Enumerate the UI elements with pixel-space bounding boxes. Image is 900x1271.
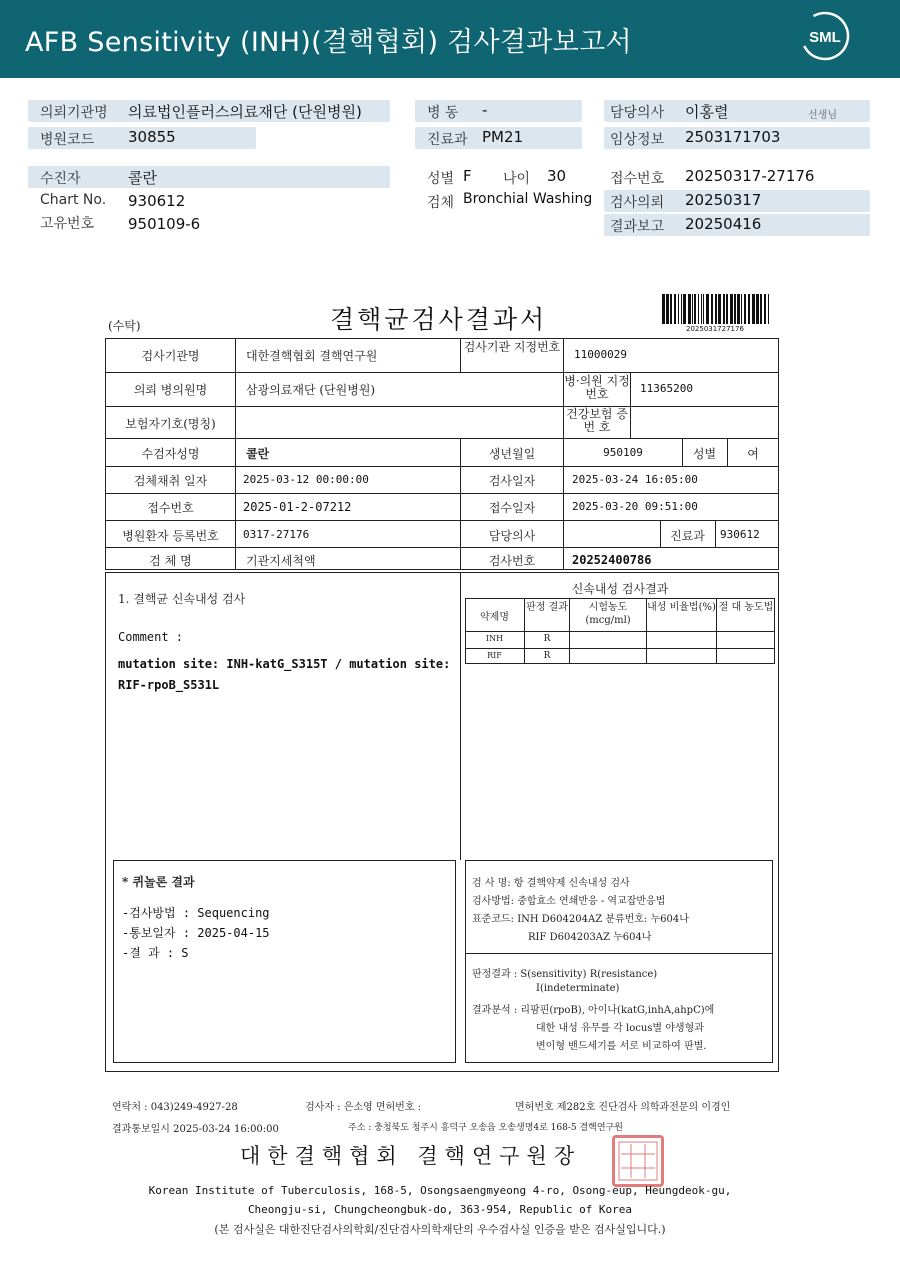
barcode-text: 2025031727176 [686, 325, 744, 333]
unique-value: 950109-6 [128, 215, 201, 233]
barcode-bar [692, 294, 693, 324]
specimen-name-value: 기관지세척액 [246, 554, 316, 568]
barcode-bar [723, 294, 725, 324]
unique-label: 고유번호 [40, 216, 95, 232]
report-date-label: 결과보고 [610, 219, 665, 235]
barcode-bar [703, 294, 704, 324]
req-hospital-value: 삼광의료재단 (단원병원) [246, 383, 376, 397]
method-line-1: 검 사 명: 항 결핵약제 신속내성 검사 [472, 878, 630, 889]
quinolone-notify: -통보일자 : 2025-04-15 [122, 926, 270, 940]
barcode-bar [678, 294, 679, 324]
footer-english-2: Cheongju-si, Chungcheongbuk-do, 363-954, Republic of Korea [247, 1203, 633, 1216]
comment-line-2: RIF-rpoB_S531L [118, 678, 220, 692]
hospital-code-value: 30855 [128, 128, 176, 146]
reg-no-label: 병원환자 등록번호 [122, 529, 219, 543]
institution-value: 의료법인플러스의료재단 (단원병원) [128, 103, 362, 121]
footer-english-1: Korean Institute of Tuberculosis, 168-5, Osongsaengmyeong 4-ro, Osong-eup, Heungdeok-gu, [148, 1184, 732, 1197]
barcode-bar [688, 294, 691, 324]
physician-label: 담당의사 [488, 529, 536, 543]
chart-label: Chart No. [40, 192, 107, 208]
method-line-2: 검사방법: 중합효소 연쇄반응 - 역교잡반응법 [472, 896, 666, 907]
accept-date-label: 접수일자 [488, 501, 536, 515]
barcode-bar [681, 294, 682, 324]
age-label: 나이 [503, 171, 531, 187]
specimen-name-label: 검 체 명 [149, 554, 192, 568]
barcode-bar [734, 294, 736, 324]
quinolone-result: -결 과 : S [122, 946, 189, 960]
test-no-value: 20252400786 [572, 553, 652, 567]
footer-examiner: 검사자 : 은소영 면허번호 : [305, 1102, 422, 1113]
table-row-inh-result: R [543, 634, 551, 644]
barcode-bar [706, 294, 709, 324]
clinic-label: 진료과 [670, 529, 705, 543]
barcode-bar [718, 294, 721, 324]
patient-label: 수진자 [40, 171, 81, 187]
table-row-rif-drug: RIF [487, 651, 502, 660]
receipt-value: 20250317-27176 [685, 167, 815, 185]
birth-value: 950109 [603, 446, 643, 459]
document-title: 결핵균검사결과서 [330, 305, 548, 334]
sex-label: 성별 [427, 171, 455, 187]
specimen-value: Bronchial Washing [463, 191, 593, 207]
footer-org: 대한결핵협회 결핵연구원장 [240, 1144, 582, 1168]
barcode-bar [701, 294, 702, 324]
test-no-label: 검사번호 [488, 554, 536, 568]
subject-value: 콜란 [246, 447, 270, 461]
barcode-bar [711, 294, 713, 324]
chart-value: 930612 [128, 192, 186, 210]
barcode-bar [748, 294, 750, 324]
th-drug: 약제명 [480, 612, 509, 623]
barcode-bar [741, 294, 742, 324]
footer-license: 면허번호 제282호 진단검사 의학과전문의 이경인 [515, 1102, 731, 1113]
table-row-inh-drug: INH [485, 634, 504, 643]
barcode-bar [768, 294, 769, 324]
footer-notify: 결과통보일시 2025-03-24 16:00:00 [112, 1124, 279, 1135]
clinical-value: 2503171703 [685, 128, 781, 146]
collect-value: 2025-03-12 00:00:00 [243, 473, 369, 486]
sml-logo [800, 11, 850, 61]
barcode-bar [744, 294, 746, 324]
hosp-designated-value: 11365200 [640, 382, 693, 395]
consign-label: (수탁) [108, 319, 141, 333]
barcode-bar [737, 294, 740, 324]
institution-label: 의뢰기관명 [40, 105, 108, 121]
req-hospital-label: 의뢰 병의원명 [133, 383, 208, 397]
th-proportion: 내성 비율법(%) [647, 602, 716, 613]
dept-value: PM21 [482, 128, 524, 146]
ward-label: 병 동 [427, 105, 459, 121]
doctor-value: 이홍렬 [685, 103, 729, 121]
subject-label: 수검자성명 [141, 447, 200, 461]
quinolone-box [113, 860, 456, 1063]
barcode-bar [698, 294, 699, 324]
insured-label: 보험자기호(명칭) [125, 417, 216, 431]
lab-name-value: 대한결핵협회 결핵연구원 [246, 349, 378, 363]
collect-label: 검체채취 일자 [133, 474, 208, 488]
birth-label: 생년월일 [488, 447, 536, 461]
accept-date-value: 2025-03-20 09:51:00 [572, 500, 698, 513]
barcode-bar [670, 294, 672, 324]
doctor-suffix: 선생님 [808, 110, 837, 121]
dept-label: 진료과 [427, 132, 468, 148]
hosp-designated-label: 병·의원 지정번호 [564, 374, 630, 401]
test-date-value: 2025-03-24 16:05:00 [572, 473, 698, 486]
gender-label: 성별 [692, 447, 717, 461]
hospital-code-label: 병원코드 [40, 132, 95, 148]
barcode-bar [674, 294, 676, 324]
footer-certification: (본 검사실은 대한진단검사의학회/진단검사의학재단의 우수검사실 인증을 받은 검사실입니다.) [214, 1223, 666, 1236]
report-date-value: 20250416 [685, 215, 762, 233]
clinic-value: 930612 [720, 528, 760, 541]
footer-address: 주소 : 충청북도 청주시 흥덕구 오송읍 오송생명4로 168-5 결핵연구원 [348, 1123, 623, 1133]
clinical-label: 임상정보 [610, 132, 665, 148]
official-seal [612, 1135, 664, 1187]
test-date-label: 검사일자 [488, 474, 536, 488]
section-title: 1. 결핵균 신속내성 검사 [118, 592, 246, 606]
age-value: 30 [547, 167, 567, 185]
request-label: 검사의뢰 [610, 195, 665, 211]
footer-contact: 연락처 : 043)249-4927-28 [112, 1102, 238, 1113]
lab-name-label: 검사기관명 [141, 349, 200, 363]
specimen-label: 검체 [427, 195, 455, 211]
barcode-bar [726, 294, 728, 324]
accession-value: 2025-01-2-07212 [243, 500, 352, 514]
patient-value: 콜란 [128, 169, 157, 187]
barcode-bar [683, 294, 686, 324]
barcode-bar [666, 294, 669, 324]
th-absolute: 절 대 농도법 [718, 602, 774, 613]
barcode-bar [715, 294, 717, 324]
accession-label: 접수번호 [147, 501, 194, 515]
barcode-bar [756, 294, 759, 324]
report-title: AFB Sensitivity (INH)(결핵협회) 검사결과보고서 [25, 27, 632, 58]
barcode-bar [694, 294, 696, 324]
th-result: 판정 결과 [526, 602, 568, 613]
interp-line-1: 판정결과 : S(sensitivity) R(resistance) [472, 969, 658, 980]
barcode-bar [752, 294, 755, 324]
lab-designated-label: 검사기관 지정번호 [463, 340, 561, 354]
lab-designated-value: 11000029 [574, 348, 627, 361]
table-row-rif-result: R [543, 651, 551, 661]
doctor-label: 담당의사 [610, 105, 665, 121]
interp-line-3: 결과분석 : 리팜핀(rpoB), 아이나(katG,inhA,ahpC)에 [472, 1005, 715, 1016]
reg-no-value: 0317-27176 [243, 528, 310, 541]
receipt-label: 접수번호 [610, 171, 665, 187]
barcode-bar [764, 294, 766, 324]
comment-label: Comment : [118, 630, 184, 644]
barcode-bar [760, 294, 762, 324]
interp-line-2: I(indeterminate) [536, 983, 620, 994]
interp-line-4: 대한 내성 유무를 각 locus별 야생형과 [536, 1023, 704, 1034]
sex-value: F [463, 167, 472, 185]
comment-line-1: mutation site: INH-katG_S315T / mutation site: [118, 657, 451, 671]
method-line-4: RIF D604203AZ 누604나 [528, 932, 652, 943]
barcode [662, 294, 772, 324]
result-table-title: 신속내성 검사결과 [571, 582, 669, 596]
barcode-bar [662, 294, 665, 324]
health-ins-label: 건강보험 증 번 호 [566, 407, 628, 434]
barcode-bar [730, 294, 733, 324]
quinolone-method: -검사방법 : Sequencing [122, 906, 270, 920]
method-line-3: 표준코드: INH D604204AZ 분류번호: 누604나 [472, 914, 689, 925]
quinolone-title: * 퀴놀론 결과 [122, 875, 195, 889]
th-concentration: 시험농도 (mcg/ml) [585, 602, 631, 626]
svg-text:SML: SML [809, 29, 841, 46]
ward-value: - [482, 101, 488, 119]
gender-value: 여 [747, 447, 759, 461]
interp-line-5: 변이형 밴드세기를 서로 비교하여 판별. [536, 1041, 707, 1052]
request-value: 20250317 [685, 191, 762, 209]
